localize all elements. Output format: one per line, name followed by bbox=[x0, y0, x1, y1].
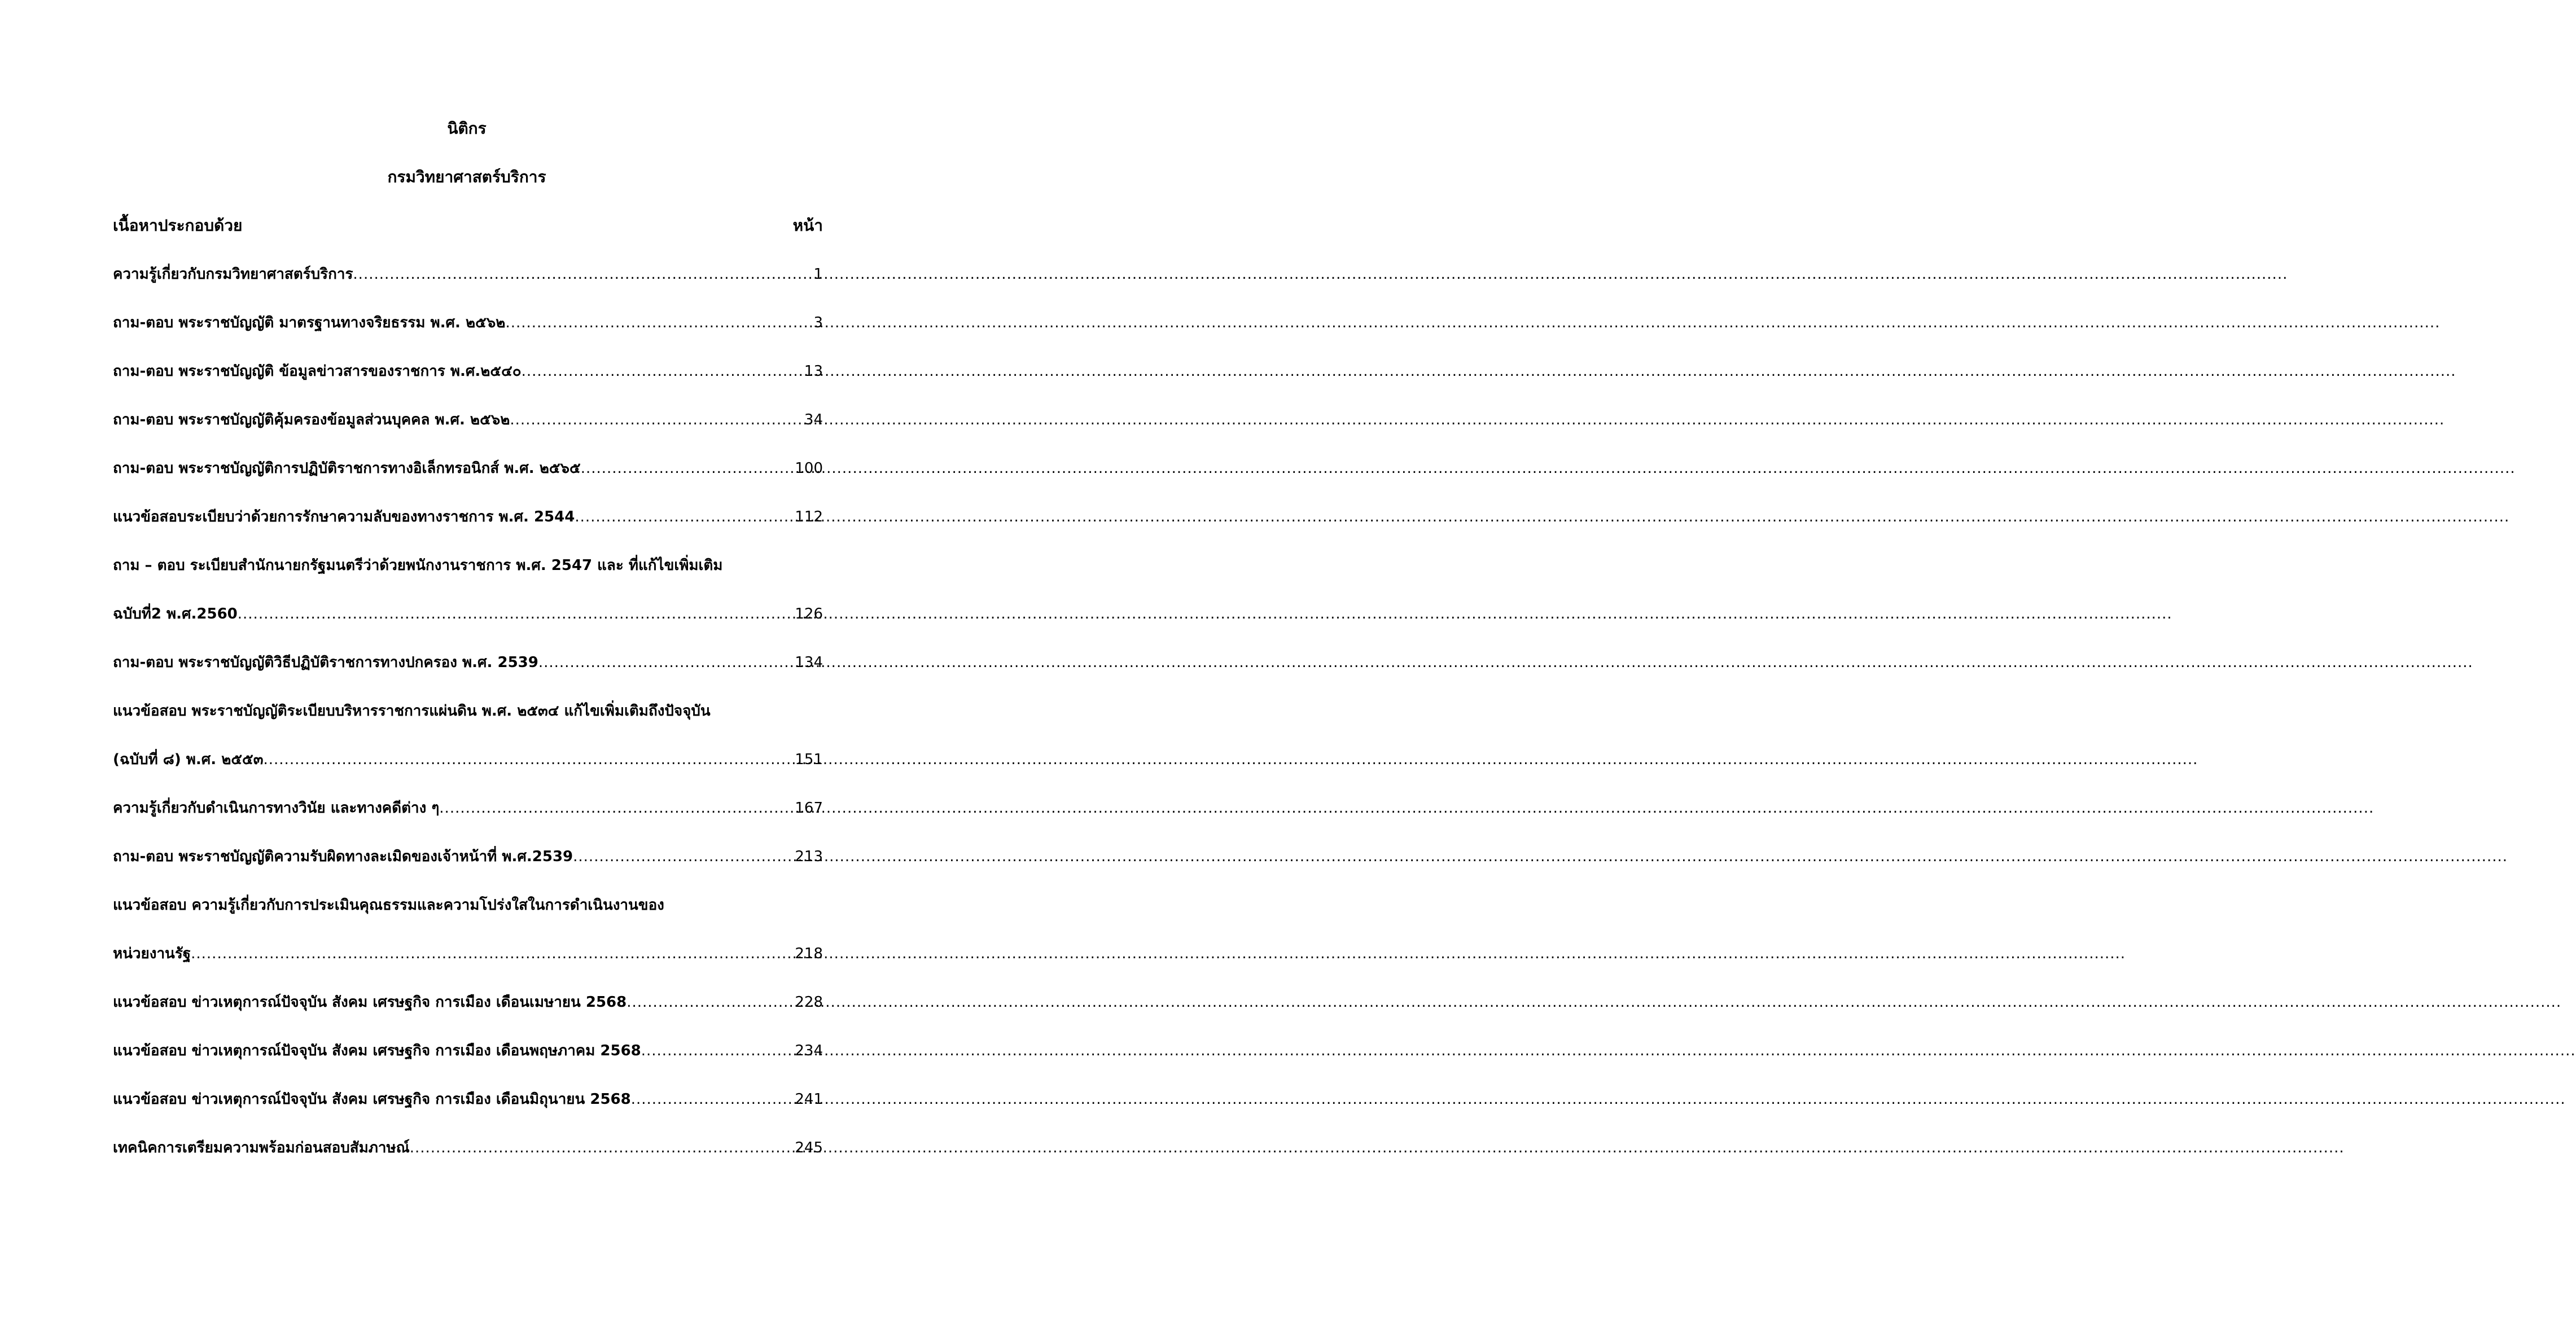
toc-entry-title: แนวข้อสอบ พระราชบัญญัติระเบียบบริหารราชการแผ่นดิน พ.ศ. ๒๕๓๔ แก้ไขเพิ่มเติมถึงปัจจุบัน bbox=[113, 703, 711, 720]
toc-page-number: 218 bbox=[795, 945, 823, 962]
toc-page-number: 213 bbox=[795, 848, 823, 865]
toc-entry-title: หน่วยงานรัฐ bbox=[113, 945, 191, 962]
toc-entry-title: ความรู้เกี่ยวกับดำเนินการทางวินัย และทางคดีต่าง ๆ bbox=[113, 800, 440, 817]
document-page bbox=[0, 0, 934, 1320]
toc-entry bbox=[113, 457, 823, 480]
toc-entry-line bbox=[113, 942, 823, 965]
document-title: นิติกร bbox=[447, 119, 487, 138]
toc-entry-title: แนวข้อสอบ ข่าวเหตุการณ์ปัจจุบัน สังคม เศรษฐกิจ การเมือง เดือนมิถุนายน 2568 bbox=[113, 1091, 631, 1108]
toc-entry bbox=[113, 1040, 823, 1062]
toc-entry bbox=[113, 797, 823, 819]
dot-leader bbox=[522, 360, 803, 383]
dot-leader bbox=[538, 651, 794, 674]
dot-leader bbox=[505, 312, 812, 334]
dot-leader bbox=[410, 1137, 794, 1159]
dot-leader bbox=[573, 845, 794, 868]
toc-entry-line bbox=[113, 554, 823, 577]
toc-entry-line bbox=[113, 797, 823, 819]
toc-entry-title: แนวข้อสอบ ข่าวเหตุการณ์ปัจจุบัน สังคม เศรษฐกิจ การเมือง เดือนพฤษภาคม 2568 bbox=[113, 1042, 641, 1059]
toc-entry-line bbox=[113, 1088, 823, 1111]
dot-leader bbox=[353, 263, 812, 286]
toc-entry bbox=[113, 263, 823, 286]
toc-entry-title: เทคนิคการเตรียมความพร้อมก่อนสอบสัมภาษณ์ bbox=[113, 1139, 410, 1156]
toc-entry bbox=[113, 312, 823, 334]
dot-leader bbox=[238, 603, 794, 625]
toc-entry-title: (ฉบับที่ ๘) พ.ศ. ๒๕๕๓ bbox=[113, 751, 264, 768]
toc-entries bbox=[113, 263, 823, 1159]
toc-entry-title: แนวข้อสอบ ข่าวเหตุการณ์ปัจจุบัน สังคม เศรษฐกิจ การเมือง เดือนเมษายน 2568 bbox=[113, 994, 627, 1011]
toc-entry-title: ถาม-ตอบ พระราชบัญญัติการปฏิบัติราชการทางอิเล็กทรอนิกส์ พ.ศ. ๒๕๖๕ bbox=[113, 460, 581, 477]
toc-entry-title: ถาม-ตอบ พระราชบัญญัติความรับผิดทางละเมิดของเจ้าหน้าที่ พ.ศ.2539 bbox=[113, 848, 573, 865]
toc-entry bbox=[113, 845, 823, 868]
table-of-contents bbox=[113, 214, 823, 1185]
toc-page-number: 126 bbox=[795, 606, 823, 622]
page-column-label: หน้า bbox=[792, 216, 823, 235]
toc-entry-title: ถาม – ตอบ ระเบียบสำนักนายกรัฐมนตรีว่าด้วยพนักงานราชการ พ.ศ. 2547 และ ที่แก้ไขเพิ่มเติม bbox=[113, 557, 723, 574]
toc-entry-line bbox=[113, 894, 823, 916]
toc-entry-title: แนวข้อสอบระเบียบว่าด้วยการรักษาความลับของทางราชการ พ.ศ. 2544 bbox=[113, 508, 575, 525]
toc-entry bbox=[113, 894, 823, 965]
toc-page-number: 234 bbox=[795, 1042, 823, 1059]
toc-entry-title: ความรู้เกี่ยวกับกรมวิทยาศาสตร์บริการ bbox=[113, 266, 353, 283]
dot-leader bbox=[575, 506, 794, 528]
toc-page-number: 13 bbox=[804, 363, 823, 380]
dot-leader bbox=[264, 748, 794, 771]
toc-page-number: 1 bbox=[813, 266, 823, 283]
toc-entry-line bbox=[113, 845, 823, 868]
toc-page-number: 151 bbox=[795, 751, 823, 768]
toc-entry bbox=[113, 651, 823, 674]
dot-leader bbox=[510, 409, 803, 431]
contents-label: เนื้อหาประกอบด้วย bbox=[113, 216, 243, 235]
toc-page-number: 112 bbox=[795, 508, 823, 525]
toc-entry bbox=[113, 409, 823, 431]
toc-entry-line bbox=[113, 700, 823, 722]
toc-entry-title: ถาม-ตอบ พระราชบัญญัติ มาตรฐานทางจริยธรรม พ.ศ. ๒๕๖๒ bbox=[113, 314, 506, 331]
toc-entry-line bbox=[113, 1040, 823, 1062]
toc-entry-line bbox=[113, 506, 823, 528]
toc-page-number: 228 bbox=[795, 994, 823, 1011]
dot-leader bbox=[581, 457, 794, 480]
toc-entry bbox=[113, 554, 823, 625]
toc-entry bbox=[113, 360, 823, 383]
dot-leader bbox=[641, 1040, 794, 1062]
toc-entry bbox=[113, 700, 823, 771]
toc-entry-title: ถาม-ตอบ พระราชบัญญัติ ข้อมูลข่าวสารของราชการ พ.ศ.๒๕๔๐ bbox=[113, 363, 522, 380]
toc-page-number: 100 bbox=[795, 460, 823, 477]
toc-entry bbox=[113, 1088, 823, 1111]
toc-page-number: 34 bbox=[804, 411, 823, 428]
toc-page-number: 241 bbox=[795, 1091, 823, 1108]
toc-entry-title: แนวข้อสอบ ความรู้เกี่ยวกับการประเมินคุณธรรมและความโปร่งใสในการดำเนินงานของ bbox=[113, 897, 664, 914]
toc-entry-line bbox=[113, 1137, 823, 1159]
toc-entry-title: ฉบับที่2 พ.ศ.2560 bbox=[113, 606, 238, 622]
toc-entry-line bbox=[113, 748, 823, 771]
toc-entry bbox=[113, 506, 823, 528]
toc-entry-title: ถาม-ตอบ พระราชบัญญัติคุ้มครองข้อมูลส่วนบุคคล พ.ศ. ๒๕๖๒ bbox=[113, 411, 510, 428]
toc-page-number: 134 bbox=[795, 654, 823, 671]
toc-entry-line bbox=[113, 603, 823, 625]
dot-leader bbox=[631, 1088, 794, 1111]
toc-entry bbox=[113, 991, 823, 1014]
dot-leader bbox=[627, 991, 794, 1014]
toc-entry-line bbox=[113, 360, 823, 383]
toc-entry-line bbox=[113, 263, 823, 286]
toc-entry-line bbox=[113, 409, 823, 431]
toc-entry-line bbox=[113, 651, 823, 674]
toc-page-number: 167 bbox=[795, 800, 823, 817]
document-subtitle: กรมวิทยาศาสตร์บริการ bbox=[387, 168, 546, 186]
toc-page-number: 3 bbox=[813, 314, 823, 331]
toc-entry bbox=[113, 1137, 823, 1159]
toc-header bbox=[113, 214, 823, 237]
toc-page-number: 245 bbox=[795, 1139, 823, 1156]
toc-entry-line bbox=[113, 457, 823, 480]
toc-entry-line bbox=[113, 991, 823, 1014]
dot-leader bbox=[439, 797, 794, 819]
toc-entry-title: ถาม-ตอบ พระราชบัญญัติวิธีปฏิบัติราชการทางปกครอง พ.ศ. 2539 bbox=[113, 654, 538, 671]
toc-entry-line bbox=[113, 312, 823, 334]
dot-leader bbox=[191, 942, 794, 965]
